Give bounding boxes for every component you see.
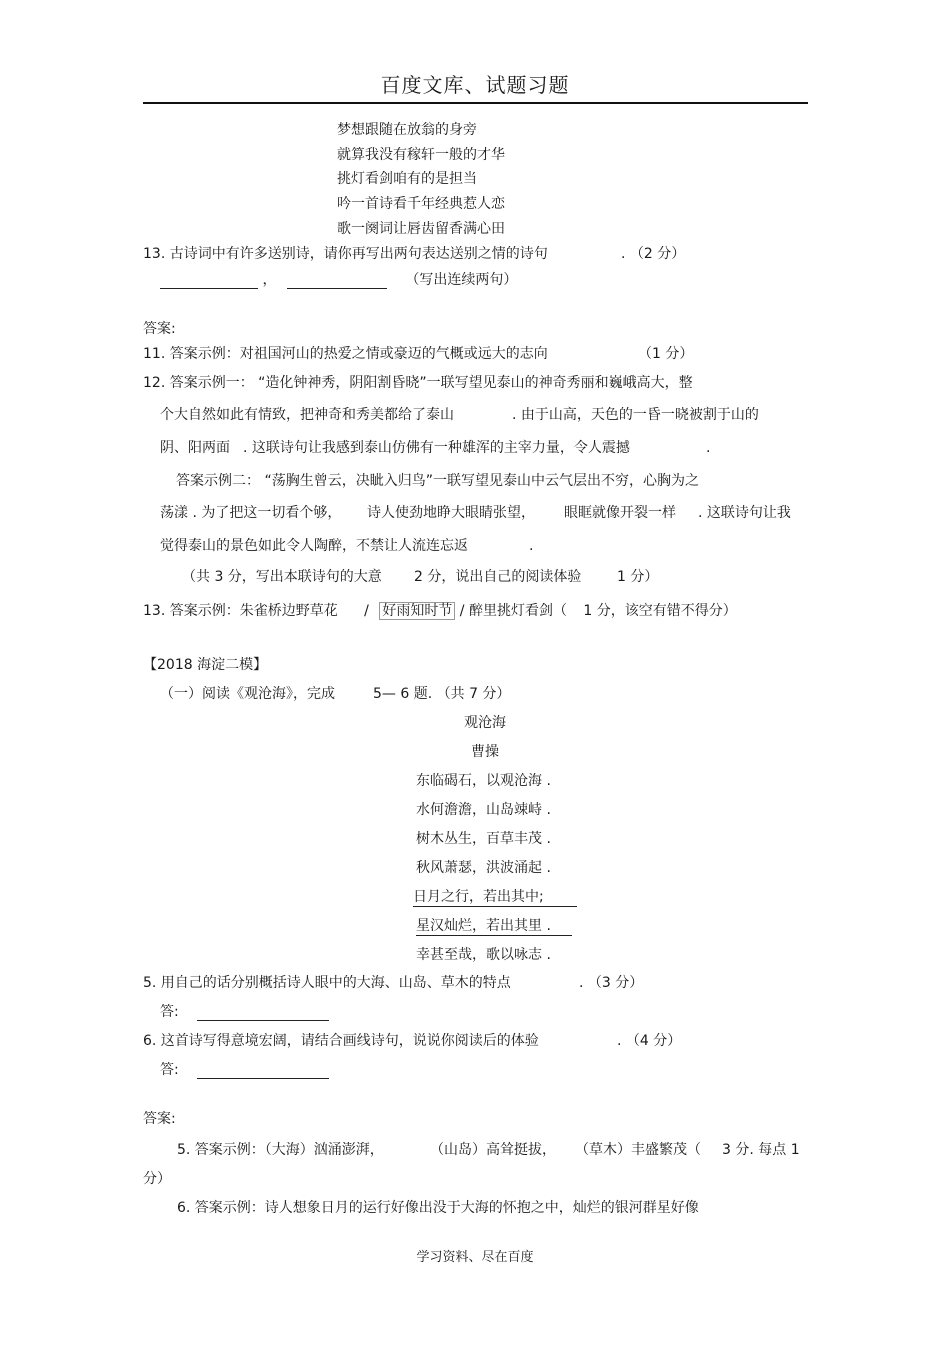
poem-line-underlined: 星汉灿烂，若出其里 . — [416, 917, 572, 936]
poem-line: 就算我没有稼轩一般的才华 — [337, 147, 505, 163]
question-13: 13. 古诗词中有许多送别诗，请你再写出两句表达送别之情的诗句 — [143, 246, 548, 262]
answer-12-line: 眼眶就像开裂一样 — [564, 505, 676, 521]
poem-title: 观沧海 — [464, 715, 506, 731]
page-title: 百度文库、试题习题 — [380, 73, 570, 97]
answer-12-line: . — [529, 538, 534, 554]
answer-6: 6. 答案示例：诗人想象日月的运行好像出没于大海的怀抱之中，灿烂的银河群星好像 — [177, 1200, 699, 1216]
answer-prefix: 答: — [160, 1004, 179, 1020]
question-5-score: . （3 分） — [579, 975, 644, 991]
question-5: 5. 用自己的话分别概括诗人眼中的大海、山岛、草木的特点 — [143, 975, 511, 991]
header-divider — [143, 102, 808, 104]
poem-line: 幸甚至哉，歌以咏志 . — [416, 947, 551, 963]
answer-12-line: 个大自然如此有情致，把神奇和秀美都给了泰山 — [160, 407, 454, 423]
answer-11-score: （1 分） — [638, 346, 694, 362]
answer-13-part: 13. 答案示例：朱雀桥边野草花 — [143, 603, 338, 619]
poem-line: 歌一阕词让唇齿留香满心田 — [337, 221, 505, 237]
poem-line: 挑灯看剑咱有的是担当 — [337, 171, 477, 187]
poem-line: 水何澹澹，山岛竦峙 . — [416, 802, 551, 818]
question-13-note: （写出连续两句） — [405, 272, 518, 288]
answer-5: （山岛）高耸挺拔， — [430, 1142, 556, 1158]
answer-5: 3 分. 每点 1 — [722, 1142, 800, 1158]
answer-5: 5. 答案示例：（大海）汹涌澎湃， — [177, 1142, 384, 1158]
answer-12-line: . 这联诗句让我感到泰山仿佛有一种雄浑的主宰力量，令人震撼 — [243, 440, 630, 456]
answer-12-scoring: 2 分，说出自己的阅读体验 — [414, 569, 582, 585]
poem-author: 曹操 — [471, 744, 499, 760]
answer-13-part: 好雨知时节 — [379, 602, 455, 620]
question-6-score: . （4 分） — [617, 1033, 682, 1049]
answer-blank — [287, 273, 387, 289]
answer-13-slash: / — [364, 603, 369, 619]
answer-5: （草木）丰盛繁茂（ — [575, 1142, 701, 1158]
poem-line: 吟一首诗看千年经典惹人恋 — [337, 196, 505, 212]
answers-label: 答案: — [143, 321, 176, 337]
answer-12-line: . — [706, 440, 711, 456]
question-13-score: . （2 分） — [621, 246, 686, 262]
blank-separator: ， — [262, 272, 277, 288]
answer-11: 11. 答案示例：对祖国河山的热爱之情或豪迈的气概或远大的志向 — [143, 346, 548, 362]
answer-12-line: 诗人使劲地睁大眼睛张望， — [367, 505, 535, 521]
answer-12-line: 12. 答案示例一： “造化钟神秀，阴阳割昏晓”一联写望见泰山的神奇秀丽和巍峨高大，整 — [143, 375, 693, 391]
section-heading: 【2018 海淀二模】 — [143, 657, 268, 673]
poem-line: 秋风萧瑟，洪波涌起 . — [416, 860, 551, 876]
section-intro: 5— 6 题. （共 7 分） — [373, 686, 511, 702]
answer-12-scoring: 1 分） — [617, 569, 659, 585]
answer-prefix: 答: — [160, 1062, 179, 1078]
answer-12-line: 觉得泰山的景色如此令人陶醉，不禁让人流连忘返 — [160, 538, 468, 554]
question-6: 6. 这首诗写得意境宏阔，请结合画线诗句，说说你阅读后的体验 — [143, 1033, 539, 1049]
answer-12-scoring: （共 3 分，写出本联诗句的大意 — [182, 569, 382, 585]
poem-line: 梦想跟随在放翁的身旁 — [337, 122, 477, 138]
answer-12-line: 荡漾 . 为了把这一切看个够， — [160, 505, 342, 521]
answer-12-line: . 这联诗句让我 — [698, 505, 791, 521]
answers-label: 答案: — [143, 1111, 176, 1127]
answer-blank-line — [160, 271, 517, 289]
answer-12-line: 答案示例二： “荡胸生曾云，决眦入归鸟”一联写望见泰山中云气层出不穷，心胸为之 — [176, 473, 699, 489]
question-6-answer — [160, 1061, 329, 1079]
answer-13-part: 1 分，该空有错不得分） — [583, 603, 737, 619]
poem-line-underlined: 日月之行，若出其中; — [413, 888, 577, 907]
poem-line: 东临碣石，以观沧海 . — [416, 773, 551, 789]
question-5-answer — [160, 1003, 329, 1021]
answer-blank — [197, 1005, 329, 1021]
section-intro: （一）阅读《观沧海》，完成 — [160, 686, 335, 702]
footer-note: 学习资料、尽在百度 — [416, 1250, 534, 1265]
answer-blank — [160, 273, 258, 289]
answer-5: 分） — [143, 1171, 171, 1187]
answer-13-part: / 醉里挑灯看剑（ — [459, 603, 567, 619]
answer-blank — [197, 1063, 329, 1079]
answer-12-line: . 由于山高，天色的一昏一晓被割于山的 — [512, 407, 759, 423]
answer-12-line: 阴、阳两面 — [160, 440, 230, 456]
poem-line: 树木丛生，百草丰茂 . — [416, 831, 551, 847]
answer-13 — [143, 602, 737, 620]
